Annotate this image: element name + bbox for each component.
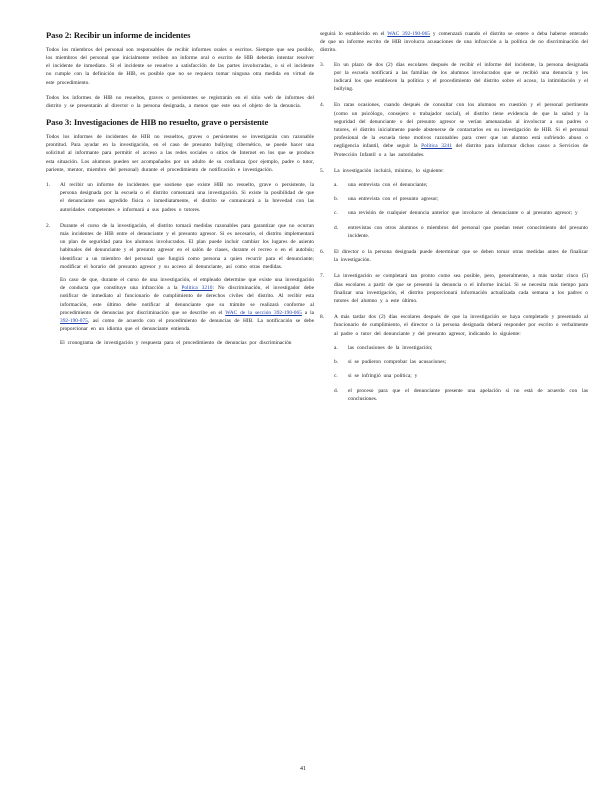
list-item-text: La investigación se completará tan pronto como sea posible, pero, generalmente, a más tardar cinco (5) días escolares a partir de que se presentó la denuncia o el informe inicial. Si se necesita más tiempo para finalizar una investigación, el distrito proporcionará información actualizada cada semana a los padres o tutores del alumno y a este último. bbox=[334, 273, 588, 305]
list-item-6 bbox=[320, 248, 588, 264]
sub-item-letter: d. bbox=[334, 224, 339, 231]
left-column bbox=[46, 30, 314, 356]
list-item-7 bbox=[320, 272, 588, 305]
sub-item-text: si se infringió una política; y bbox=[348, 373, 418, 380]
list-item-8 bbox=[320, 313, 588, 403]
paragraph-text: : No discriminación, el investigador debe notificar de inmediato al funcionario de cumplimiento de derechos civiles del distrito. Al recibir esta información, este último debe notificar al denunciante que su trámite se realizará conforme al procedimiento de denuncias por discriminación que se describe en el bbox=[60, 285, 314, 316]
sub-item-text: si se pudieron comprobar las acusaciones; bbox=[348, 359, 447, 366]
list-item-text: A más tardar dos (2) días escolares después de que la investigación se haya completado y presentado al funcionario de cumplimiento, el director o la persona designada deberá responder por escrito o verbalmente al padre o tutor del denunciante y del presunto agresor, indicando lo siguiente: bbox=[334, 314, 588, 337]
list-number: 4. bbox=[320, 102, 325, 109]
list-item-1 bbox=[46, 181, 314, 214]
list-item-5 bbox=[320, 167, 588, 240]
list-item-text: La investigación incluirá, mínimo, lo siguiente: bbox=[334, 167, 444, 174]
policy-3241-link[interactable]: Política 3241 bbox=[421, 143, 453, 150]
wac-392-190-075-link[interactable]: 392-190-075 bbox=[60, 317, 88, 324]
list-item-text: El director o la persona designada puede determinar que se deben tomar otras medidas antes de finalizar la investigación. bbox=[334, 249, 588, 264]
list-item-3 bbox=[320, 61, 588, 94]
list-number: 7. bbox=[320, 273, 325, 280]
sub-item-a bbox=[334, 344, 588, 352]
wac-392-190-065-link[interactable]: WAC de la sección 392-190-065 bbox=[225, 309, 302, 316]
paragraph-text: En caso de que, durante el curso de una investigación, el empleado determine que existe una investigación de conducta que constituye una infracción a la bbox=[60, 276, 314, 292]
sub-item-text: una entrevista con el denunciante; bbox=[348, 182, 428, 189]
continued-paragraph bbox=[320, 30, 588, 55]
list-number: 1. bbox=[46, 181, 51, 188]
sub-item-a bbox=[334, 181, 588, 189]
list-number: 6. bbox=[320, 249, 325, 256]
policy-3210-link[interactable]: Política 3210 bbox=[181, 285, 213, 292]
step2-paragraph-2: Todos los informes de HIB no resueltos, graves o persistentes se registrarán en el sitio web de informes del distrito y se presentarán al director o la persona designada, a menos que este sea el objeto de la denuncia. bbox=[46, 94, 314, 109]
step3-numbered-list-continued bbox=[320, 61, 588, 403]
list-item-4 bbox=[320, 101, 588, 158]
list-item-2-subparagraphs bbox=[60, 276, 314, 348]
list-item-text: En un plazo de dos (2) días escolares después de recibir el informe del incidente, la persona designada por la escuela notificará a las familias de los alumnos involucrados que se recibió una denuncia y les indicará los que establecen la política y el procedimiento del distrito sobre el acoso, la intimidación y el bullying. bbox=[334, 61, 588, 93]
sub-item-b bbox=[334, 358, 588, 366]
sub-item-b bbox=[334, 195, 588, 203]
list-item-text: Al recibir un informe de incidentes que sostiene que existe HIB no resuelto, grave o persistente, la persona designada por la escuela o el distrito comenzará una investigación. Si existe la posibilidad de que el denunciante sea agredido física o inmediatamente, el distrito se comunicará a la brevedad con las autoridades competentes e informará a sus padres o tutores. bbox=[60, 181, 314, 213]
sub-item-letter: c. bbox=[334, 373, 338, 380]
sub-item-letter: a. bbox=[334, 344, 338, 351]
continued-text bbox=[320, 30, 588, 55]
list-number: 5. bbox=[320, 167, 325, 174]
paragraph-text: a la bbox=[301, 309, 315, 316]
list-item-text: del distrito para informar dichos casos a Servicios de Protección Infantil o a las autoridades. bbox=[334, 143, 588, 158]
step2-paragraph-1: Todos los miembros del personal son responsables de recibir informes orales o escritos. Siempre que sea posible, los miembros del personal que inicialmente reciben un informe oral o escrito de HIB deberán intentar resolver el incidente de inmediato. Si el incidente se resuelve a satisfacción de las partes involucradas, o si el incidente no cumple con la definición de HIB, es posible que no se requiera tomar ninguna otra medida en virtud de este procedimiento. bbox=[46, 46, 314, 86]
step3-paragraph-1: Todos los informes de incidentes de HIB no resueltos, graves o persistentes se investigarán con razonable prontitud. Para ayudar en la investigación, en el caso de presunto bullying cibernético, se puede hacer una solicitud al informante para permitir el acceso a las redes sociales o sitios de Internet en los que se produce esta situación. Los alumnos pueden ser acompañados por un adulto de su confianza (por ejemplo, padre o tutor, pariente, mentor, miembro del personal) durante el procedimiento de notificación e investigación. bbox=[46, 133, 314, 173]
step2-heading: Paso 2: Recibir un informe de incidentes bbox=[46, 30, 191, 40]
page-number: 41 bbox=[300, 766, 306, 772]
sub-item-c bbox=[334, 209, 588, 217]
sub-item-letter: b. bbox=[334, 196, 339, 203]
list-number: 8. bbox=[320, 314, 325, 321]
discrimination-notice-paragraph bbox=[60, 276, 314, 333]
sub-item-c bbox=[334, 372, 588, 380]
list-item-text: En raras ocasiones, cuando después de consultar con los alumnos en cuestión y el personal pertinente (como un psicólogo, consejero o trabajador social), el distrito tiene evidencia de que la salud y la seguridad del denunciante o del presunto agresor se verían amenazadas al involucrar a sus padres o tutores, el distrito inicialmente puede abstenerse de contactarlos en su investigación de HIB. Si el personal profesional de la escuela tiene motivos razonables para creer que un alumno está sufriendo abuso o negligencia infantil, debe seguir la bbox=[334, 102, 588, 150]
list-item-text: Durante el curso de la investigación, el distrito tomará medidas razonables para garantizar que no ocurran más incidentes de HIB entre el denunciante y el presunto agresor. Si es necesario, el distrito implementará un plan de seguridad para los alumnos involucrados. El plan puede incluir cambiar los lugares de asiento habituales del denunciante y el presunto agresor en el salón de clases, durante el recreo o en el autobús; identificar a un miembro del personal que fungirá como persona a quien recurrir para el denunciante; modificar el horario del presunto agresor y su acceso al denunciante, así como otras medidas. bbox=[60, 222, 314, 270]
sub-item-text: una revisión de cualquier denuncia anterior que involucre al denunciante o al presunto agresor; y bbox=[348, 210, 578, 217]
timeline-paragraph: El cronograma de investigación y respuesta para el procedimiento de denuncias por discriminación bbox=[60, 340, 292, 347]
sub-item-letter: b. bbox=[334, 359, 339, 366]
list-number: 3. bbox=[320, 61, 325, 68]
list-number: 2. bbox=[46, 222, 51, 229]
sub-item-d bbox=[334, 224, 588, 240]
right-column bbox=[320, 30, 588, 411]
sub-item-text: entrevistas con otros alumnos o miembros del personal que puedan tener conocimiento del presunto incidente. bbox=[348, 224, 588, 239]
step3-numbered-list bbox=[46, 181, 314, 348]
wac-392-190-065-link[interactable]: WAC 392-190-065 bbox=[387, 31, 431, 37]
sub-item-text: el proceso para que el denunciante presente una apelación si no está de acuerdo con las conclusiones. bbox=[348, 387, 588, 402]
sub-item-letter: d. bbox=[334, 387, 339, 394]
step3-heading: Paso 3: Investigaciones de HIB no resuelto, grave o persistente bbox=[46, 117, 269, 128]
response-contents-list bbox=[334, 344, 588, 403]
sub-item-text: una entrevista con el presunto agresor; bbox=[348, 196, 439, 203]
paragraph-text: y comenzará cuando el distrito se entere o deba haberse enterado de que un informe escrito de HIB involucra acusaciones de una infracción a la política de no discriminación del distrito. bbox=[320, 31, 588, 54]
sub-item-letter: a. bbox=[334, 182, 338, 189]
sub-item-letter: c. bbox=[334, 210, 338, 217]
paragraph-text: , así como de acuerdo con el procedimiento de denuncias de HIB. La notificación se debe proporcionar en un idioma que el denunciante entienda. bbox=[60, 317, 314, 333]
sub-item-text: las conclusiones de la investigación; bbox=[348, 344, 433, 351]
list-item-2 bbox=[46, 222, 314, 348]
investigation-requirements-list bbox=[334, 181, 588, 240]
paragraph-text: seguirá lo establecido en el bbox=[320, 31, 388, 37]
sub-item-d bbox=[334, 387, 588, 403]
